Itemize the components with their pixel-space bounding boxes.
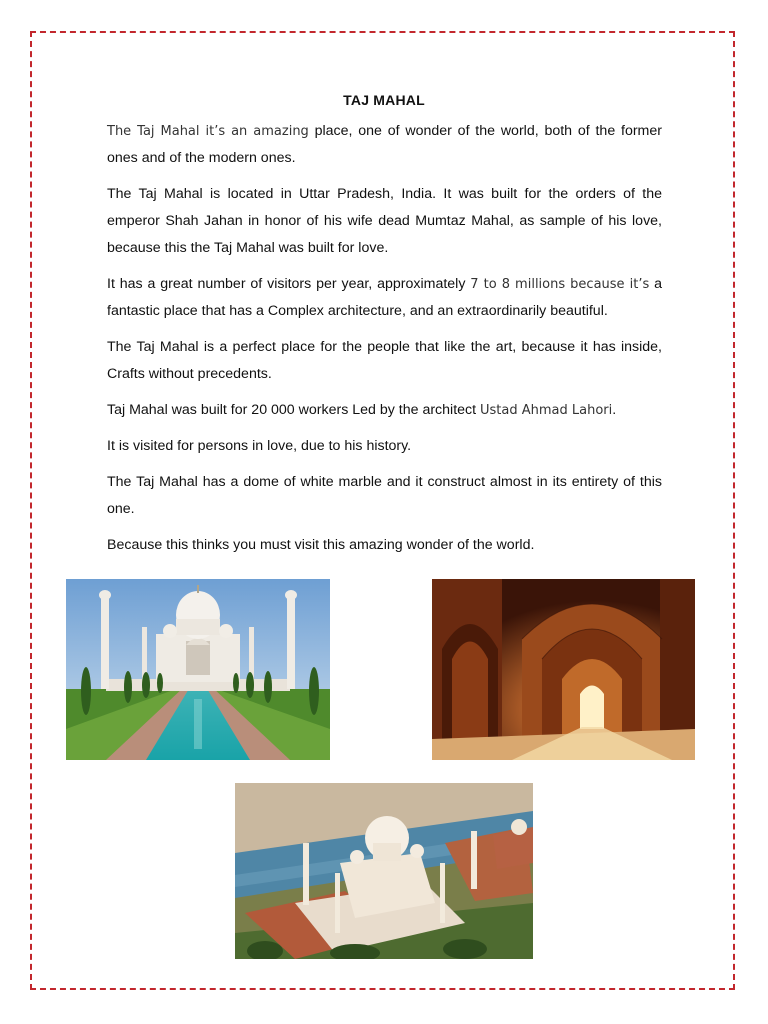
- paragraph-text: Taj Mahal was built for 20 000 workers Led by the architect: [107, 402, 481, 418]
- paragraph: [107, 181, 662, 262]
- paragraph-text: Because this thinks you must visit this amazing wonder of the world.: [107, 537, 535, 553]
- paragraph: [107, 118, 662, 172]
- paragraph: [107, 271, 662, 325]
- paragraph: [107, 397, 662, 424]
- paragraph-text: .: [612, 402, 617, 418]
- paragraph-text: The Taj Mahal it’s an amazing: [107, 124, 309, 139]
- paragraph: [107, 433, 662, 460]
- paragraph: [107, 532, 662, 559]
- paragraph-text: It has a great number of visitors per year, approximately: [107, 276, 471, 292]
- paragraph-text: It is visited for persons in love, due to his history.: [107, 438, 412, 454]
- paragraph: [107, 469, 662, 523]
- document-body: [107, 118, 662, 568]
- paragraph-text: 7 to 8 millions because it’s: [470, 277, 650, 292]
- paragraph-text: The Taj Mahal has a dome of white marble and it construct almost in its entirety of this one.: [107, 474, 662, 517]
- paragraph-text: The Taj Mahal is a perfect place for the people that like the art, because it has inside, Crafts without precedents.: [107, 339, 662, 382]
- document-title: TAJ MAHAL: [343, 92, 425, 108]
- taj-mahal-aerial-photo: [235, 783, 533, 959]
- paragraph-text: place, one of wonder of the world, both of the former ones and of the modern ones.: [107, 123, 662, 166]
- taj-mahal-interior-photo: [432, 579, 695, 760]
- paragraph-text: Ustad Ahmad Lahori: [480, 403, 613, 418]
- paragraph-text: a fantastic place that has a Complex architecture, and an extraordinarily beautiful.: [107, 276, 662, 319]
- paragraph-text: The Taj Mahal is located in Uttar Pradesh, India. It was built for the orders of the emperor Shah Jahan in honor of his wife dead Mumtaz Mahal, as sample of his love, because this the Taj Mahal was built for love.: [107, 186, 662, 256]
- paragraph: [107, 334, 662, 388]
- taj-mahal-front-photo: [66, 579, 330, 760]
